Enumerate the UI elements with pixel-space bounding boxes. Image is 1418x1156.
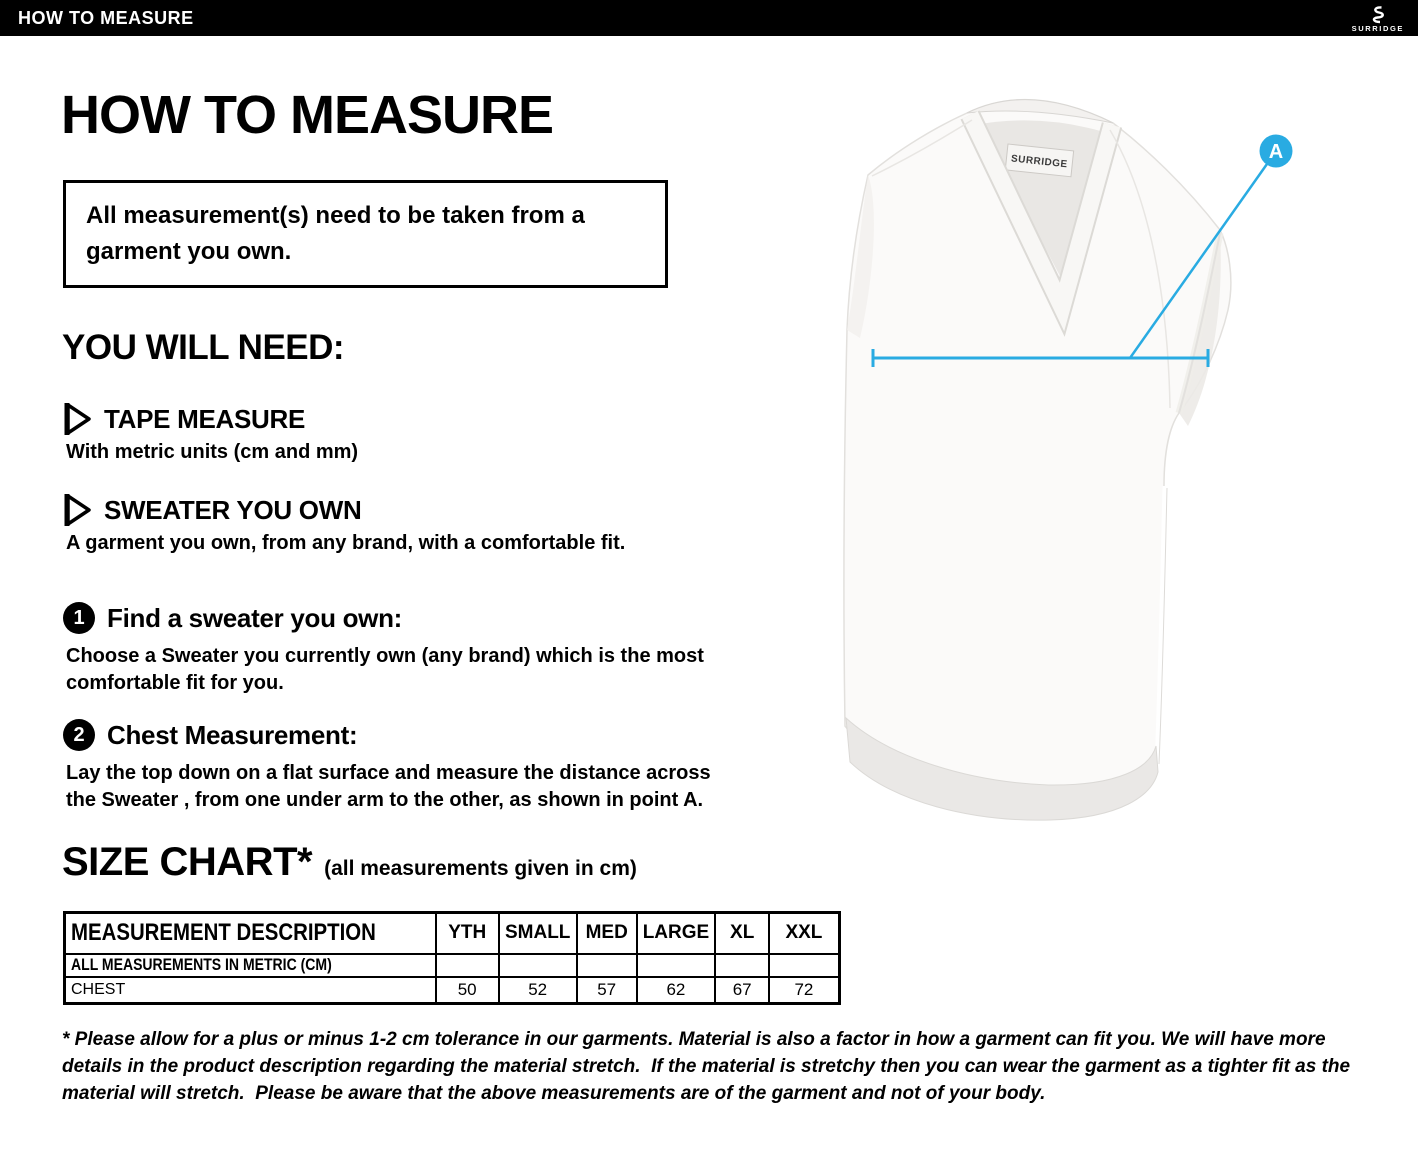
arrow-right-icon bbox=[63, 402, 93, 436]
table-header-row bbox=[65, 913, 840, 954]
size-chart-title: SIZE CHART* bbox=[62, 840, 313, 884]
need-item-description: With metric units (cm and mm) bbox=[66, 441, 359, 463]
table-cell: 52 bbox=[499, 977, 577, 1004]
surridge-s-icon bbox=[1368, 6, 1388, 24]
step-number-badge: 1 bbox=[63, 602, 95, 634]
collar-label-text: SURRIDGE bbox=[1010, 153, 1069, 171]
table-cell bbox=[577, 954, 637, 977]
top-bar-title: HOW TO MEASURE bbox=[18, 7, 194, 28]
you-will-need-heading: YOU WILL NEED: bbox=[62, 328, 345, 367]
column-header: LARGE bbox=[637, 913, 716, 954]
column-header: MED bbox=[577, 913, 637, 954]
need-item-description: A garment you own, from any brand, with a comfortable fit. bbox=[66, 532, 626, 554]
step-body: Choose a Sweater you currently own (any brand) which is the most comfortable fit for you. bbox=[66, 645, 704, 694]
need-item-sweater bbox=[63, 493, 625, 555]
need-item-tape-measure bbox=[63, 402, 358, 464]
step-2 bbox=[63, 719, 738, 814]
table-cell bbox=[769, 954, 839, 977]
page-title: HOW TO MEASURE bbox=[61, 85, 554, 145]
table-cell: 62 bbox=[637, 977, 716, 1004]
step-number-badge: 2 bbox=[63, 719, 95, 751]
table-row bbox=[65, 954, 840, 977]
column-header: XXL bbox=[769, 913, 839, 954]
annotation-a-label: A bbox=[1268, 141, 1284, 163]
table-cell: 67 bbox=[715, 977, 769, 1004]
need-item-label: SWEATER YOU OWN bbox=[104, 494, 362, 525]
table-row bbox=[65, 977, 840, 1004]
garment-illustration bbox=[820, 78, 1300, 838]
column-header: SMALL bbox=[499, 913, 577, 954]
column-header: XL bbox=[715, 913, 769, 954]
step-body: Lay the top down on a flat surface and measure the distance across the Sweater , from one under arm to the other, as shown in point A. bbox=[66, 762, 711, 811]
size-chart-subtitle: (all measurements given in cm) bbox=[324, 857, 637, 880]
need-item-label: TAPE MEASURE bbox=[104, 403, 306, 434]
table-cell: 50 bbox=[436, 977, 499, 1004]
row-label: ALL MEASUREMENTS IN METRIC (CM) bbox=[71, 955, 332, 974]
size-chart-heading bbox=[62, 840, 637, 885]
table-cell: 72 bbox=[769, 977, 839, 1004]
notice-box: All measurement(s) need to be taken from a garment you own. bbox=[63, 180, 668, 288]
table-cell: 57 bbox=[577, 977, 637, 1004]
step-title: Chest Measurement: bbox=[107, 719, 358, 750]
row-label: CHEST bbox=[65, 977, 436, 1004]
table-cell bbox=[715, 954, 769, 977]
top-bar bbox=[0, 0, 1418, 36]
column-header: MEASUREMENT DESCRIPTION bbox=[71, 919, 376, 947]
table-cell bbox=[499, 954, 577, 977]
surridge-logo bbox=[1352, 6, 1404, 33]
surridge-logo-text: SURRIDGE bbox=[1351, 23, 1404, 33]
table-cell bbox=[637, 954, 716, 977]
step-1 bbox=[63, 602, 738, 697]
size-chart-table bbox=[63, 911, 841, 1005]
arrow-right-icon bbox=[63, 493, 93, 527]
table-cell bbox=[436, 954, 499, 977]
tolerance-footnote: * Please allow for a plus or minus 1-2 cm tolerance in our garments. Material is also a factor in how a garment can fit you. We will have more details in the product description regarding the material stretch. If the material is stretchy then you can wear the garment as a tighter fit as the material will stretch. Please be aware that the above measurements are of the garment and not of your body. bbox=[62, 1029, 1356, 1104]
column-header: YTH bbox=[436, 913, 499, 954]
step-title: Find a sweater you own: bbox=[107, 602, 403, 633]
